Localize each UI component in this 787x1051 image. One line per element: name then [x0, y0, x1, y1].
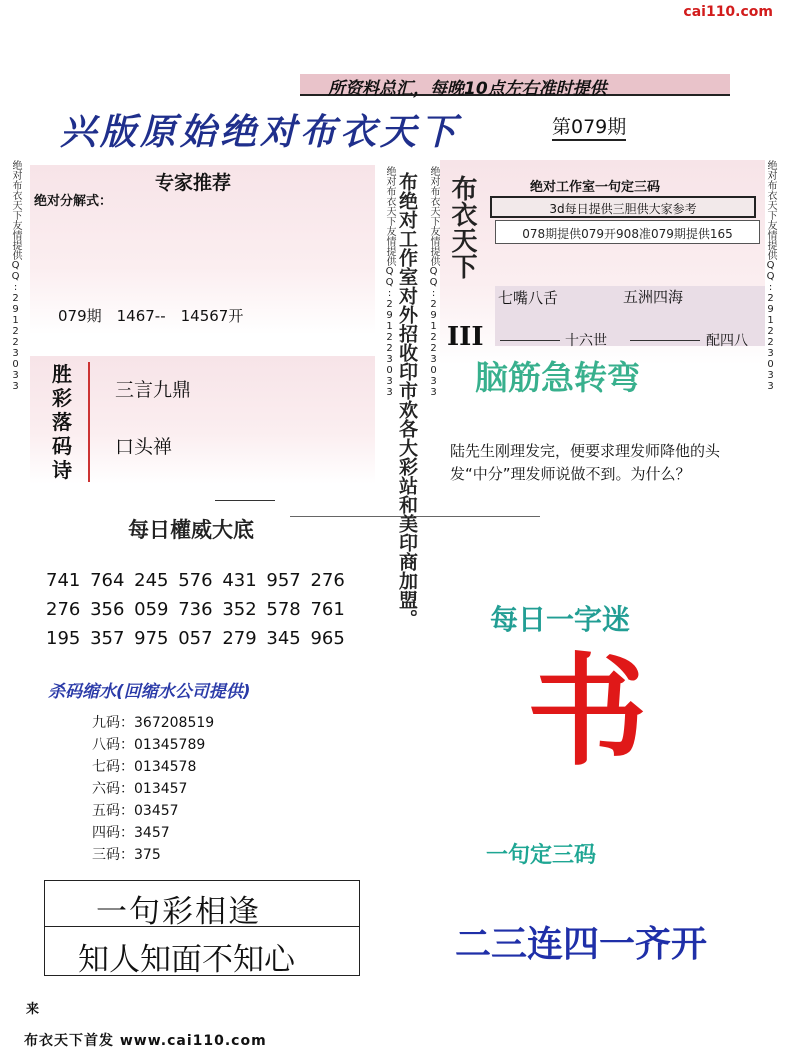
number-row: 276 356 059 736 352 578 761: [46, 599, 345, 620]
footer[interactable]: 布衣天下首发 www.cai110.com: [24, 1033, 267, 1049]
idiom-4: 配四八: [706, 333, 748, 349]
authority-title: 每日權威大底: [128, 518, 254, 542]
daily-riddle-title: 每日一字迷: [490, 603, 631, 636]
number-grid: [46, 566, 386, 653]
issue-number: 第079期: [552, 112, 626, 141]
expert-title: 专家推荐: [155, 172, 232, 194]
lottery-line-1: 三言九鼎: [115, 379, 192, 401]
recruit-text: 布绝对工作室对外招收印市欢各大彩站和美印商加盟。: [396, 172, 418, 628]
right-side-text: 绝对布衣天下友情提供QQ:291223033: [765, 160, 776, 392]
idiom-2: 五洲四海: [623, 288, 684, 306]
mid-side-text-b: 绝对布衣天下友情提供QQ:291223033: [428, 166, 439, 398]
daily-riddle-char: 书: [527, 643, 647, 782]
lai-char: 来: [26, 1002, 40, 1017]
riddle-text: 陆先生刚理发完，便要求理发师降他的头发“中分”理发师说做不到。为什么？: [450, 442, 721, 483]
riddle-title: 脑筋急转弯: [475, 358, 640, 397]
lottery-line-2: 口头禅: [115, 436, 173, 458]
code-item: 五码：03457: [92, 803, 179, 819]
open-phrase: 二三连四一齐开: [455, 923, 708, 965]
number-row: 741 764 245 576 431 957 276: [46, 570, 345, 591]
lottery-label: 胜彩落码诗: [50, 362, 90, 482]
history-result: 079期 1467-- 14567开: [58, 307, 244, 325]
top-banner: 所资料总汇，每晚10点左右准时提供: [300, 74, 730, 96]
site-logo[interactable]: cai110.com: [683, 4, 773, 20]
studio-sub: 3d每日提供三胆供大家参考: [490, 196, 756, 218]
code-item: 三码：375: [92, 847, 161, 863]
code-item: 七码：0134578: [92, 759, 197, 775]
code-item: 六码：013457: [92, 781, 188, 797]
code-list: [92, 712, 214, 866]
code-item: 八码：01345789: [92, 737, 206, 753]
idiom-3: 十六世: [565, 333, 607, 349]
studio-hint: 078期提供079开908准079期提供165: [495, 220, 760, 244]
idiom-1: 七嘴八舌: [498, 289, 559, 307]
three-code-title: 一句定三码: [486, 843, 597, 868]
mid-side-text-a: 绝对布衣天下友情提供QQ:291223033: [384, 166, 395, 398]
code-item: 四码：3457: [92, 825, 170, 841]
code-item: 九码：367208519: [92, 715, 215, 731]
phrase-2: 知人知面不知心: [78, 942, 295, 978]
brand-roman: III: [447, 322, 484, 352]
number-row: 195 357 975 057 279 345 965: [46, 628, 345, 649]
water-title: 杀码缩水(回缩水公司提供): [48, 682, 251, 702]
phrase-1: 一句彩相逢: [96, 894, 261, 930]
brand-vertical: 布衣天下: [447, 175, 477, 279]
studio-title: 绝对工作室一句定三码: [530, 180, 661, 195]
formula-label: 绝对分解式：: [34, 194, 113, 209]
page-title: 兴版原始绝对布衣天下: [60, 111, 461, 153]
left-side-text: 绝对布衣天下友情提供QQ:291223033: [10, 160, 21, 392]
